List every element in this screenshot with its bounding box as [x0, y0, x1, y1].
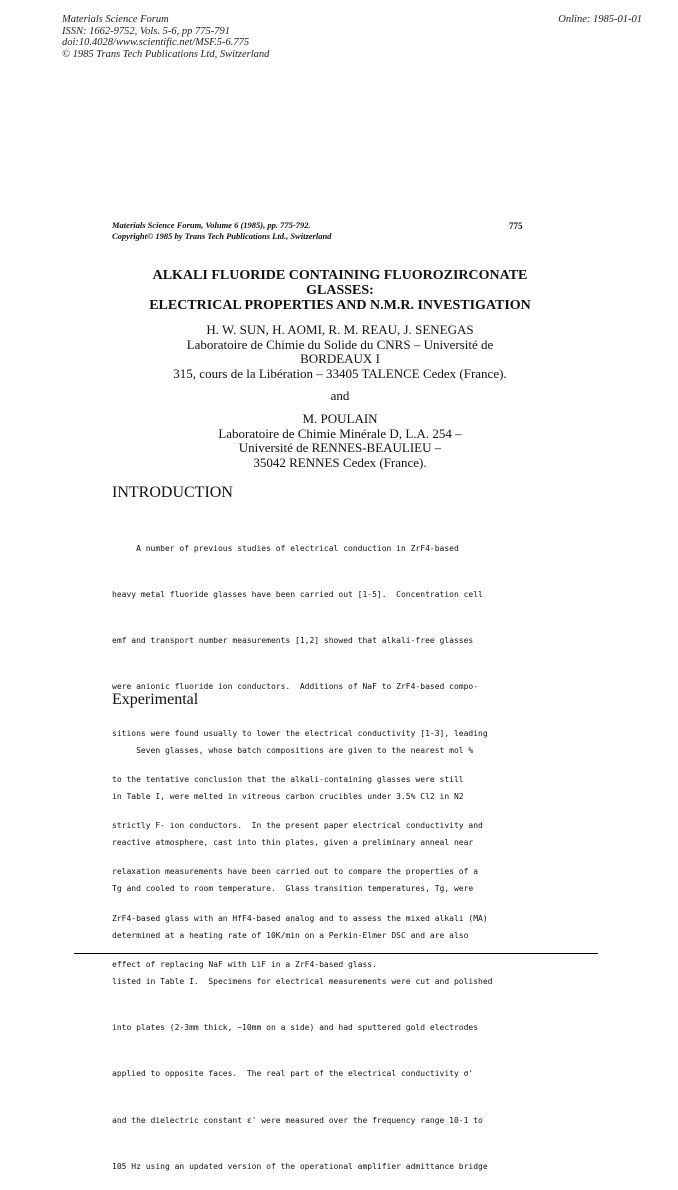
text-line: strictly F- ion conductors. In the present paper electrical conductivity and	[112, 821, 483, 831]
affiliation-line: 315, cours de la Libération – 33405 TALENCE Cedex (France).	[173, 365, 507, 381]
footer-rule	[74, 953, 598, 954]
text-line: Tg and cooled to room temperature. Glass transition temperatures, Tg, were	[112, 884, 474, 894]
text-line: and the dielectric constant ε' were measured over the frequency range 10-1 to	[112, 1115, 483, 1125]
text-line: applied to opposite faces. The real part of the electrical conductivity σ'	[112, 1069, 474, 1079]
text-line: emf and transport number measurements [1,2] showed that alkali-free glasses	[112, 636, 474, 646]
text-line: to the tentative conclusion that the alkali-containing glasses were still	[112, 774, 464, 784]
text-line: relaxation measurements have been carried out to compare the properties of a	[112, 867, 479, 877]
citation-block	[112, 220, 331, 242]
paper-title	[60, 268, 620, 313]
text-line: 105 Hz using an updated version of the operational amplifier admittance bridge	[112, 1161, 488, 1171]
title-line-3: ELECTRICAL PROPERTIES AND N.M.R. INVESTIGATION	[149, 298, 531, 313]
text-line: listed in Table I. Specimens for electrical measurements were cut and polished	[112, 976, 493, 986]
text-line: determined at a heating rate of 10K/min on a Perkin-Elmer DSC and are also	[112, 930, 469, 940]
author-names: M. POULAIN	[302, 411, 378, 426]
introduction-heading: INTRODUCTION	[112, 484, 233, 501]
title-line-2: GLASSES:	[306, 283, 374, 298]
text-line: heavy metal fluoride glasses have been carried out [1-5]. Concentration cell	[112, 590, 483, 600]
page-number: 775	[509, 221, 523, 231]
and-separator: and	[330, 388, 350, 403]
affiliation-line: Laboratoire de Chimie du Solide du CNRS – Université de	[186, 336, 494, 352]
text-line: ZrF4-based glass with an HfF4-based analog and to assess the mixed alkali (MA)	[112, 913, 488, 923]
text-line: effect of replacing NaF with LiF in a ZrF4-based glass.	[112, 959, 377, 969]
citation-line-1: Materials Science Forum, Volume 6 (1985), pp. 775-792.	[112, 220, 311, 230]
doi-line: doi:10.4028/www.scientific.net/MSF.5-6.775	[62, 37, 250, 48]
experimental-heading: Experimental	[112, 691, 199, 708]
experimental-paragraph	[112, 712, 612, 1190]
copyright-line: © 1985 Trans Tech Publications Ltd, Switzerland	[62, 48, 270, 60]
text-line: A number of previous studies of electrical conduction in ZrF4-based	[112, 543, 459, 553]
text-line: in Table I, were melted in vitreous carbon crucibles under 3.5% Cl2 in N2	[112, 792, 464, 802]
affiliation-line: BORDEAUX I	[300, 351, 380, 366]
title-line-1: ALKALI FLUORIDE CONTAINING FLUOROZIRCONATE	[152, 268, 528, 283]
citation-line-2: Copyright© 1985 by Trans Tech Publications Ltd., Switzerland	[112, 231, 332, 241]
text-line: reactive atmosphere, cast into thin plates, given a preliminary anneal near	[112, 838, 474, 848]
issn-line: ISSN: 1662-9752, Vols. 5-6, pp 775-791	[62, 25, 230, 37]
affiliation-line: Laboratoire de Chimie Minérale D, L.A. 254 –	[218, 425, 462, 441]
text-line: Seven glasses, whose batch compositions are given to the nearest mol %	[112, 745, 474, 755]
affiliation-line: 35042 RENNES Cedex (France).	[253, 454, 427, 470]
text-line: into plates (2-3mm thick, ~10mm on a side) and had sputtered gold electrodes	[112, 1023, 479, 1033]
journal-name: Materials Science Forum	[62, 14, 169, 25]
online-date: Online: 1985-01-01	[558, 14, 642, 25]
affiliation-line: Université de RENNES-BEAULIEU –	[238, 440, 442, 455]
author-names: H. W. SUN, H. AOMI, R. M. REAU, J. SENEGAS	[206, 322, 474, 337]
authors-block-2	[60, 412, 620, 470]
authors-block-1	[60, 323, 620, 381]
text-line: were anionic fluoride ion conductors. Additions of NaF to ZrF4-based compo-	[112, 682, 479, 692]
text-line: sitions were found usually to lower the electrical conductivity [1-3], leading	[112, 728, 488, 738]
journal-header	[62, 14, 269, 60]
